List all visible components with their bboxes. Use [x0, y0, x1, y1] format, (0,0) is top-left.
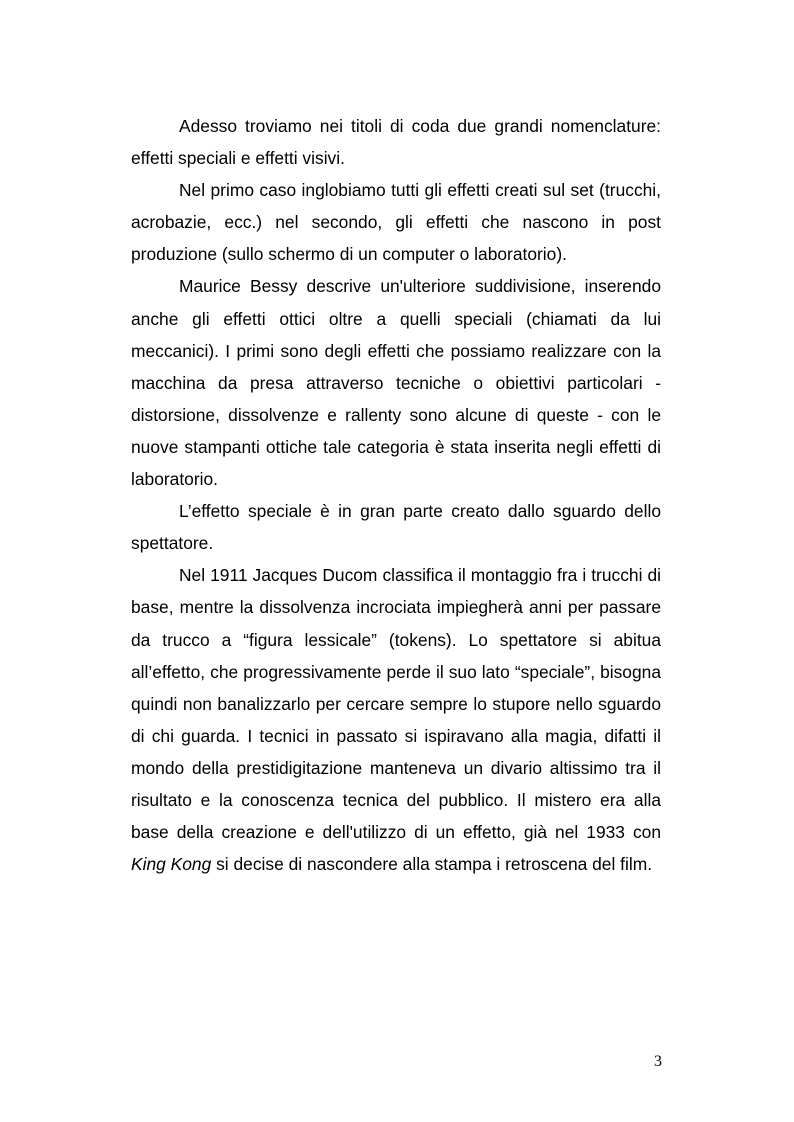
body-text — [131, 110, 661, 880]
paragraph-3: Maurice Bessy descrive un'ulteriore suddivisione, inserendo anche gli effetti ottici oltre a quelli speciali (chiamati da lui meccanici). I primi sono degli effetti che possiamo realizzare con la macchina da presa attraverso tecniche o obiettivi particolari - distorsione, dissolvenze e rallenty sono alcune di queste - con le nuove stampanti ottiche tale categoria è stata inserita negli effetti di laboratorio. — [131, 276, 661, 490]
paragraph-5 — [131, 559, 661, 880]
paragraph-4: L’effetto speciale è in gran parte creato dallo sguardo dello spettatore. — [131, 501, 661, 554]
page-number: 3 — [654, 1053, 662, 1070]
paragraph-1: Adesso troviamo nei titoli di coda due grandi nomenclature: effetti speciali e effetti visivi. — [131, 116, 661, 169]
paragraph-2: Nel primo caso inglobiamo tutti gli effetti creati sul set (trucchi, acrobazie, ecc.) nel secondo, gli effetti che nascono in post produzione (sullo schermo di un computer o laboratorio). — [131, 180, 661, 265]
film-title: King Kong — [131, 854, 212, 875]
paragraph-5-text-start: Nel 1911 Jacques Ducom classifica il montaggio fra i trucchi di base, mentre la dissolvenza incrociata impiegherà anni per passare da trucco a “figura lessicale” (tokens). Lo spettatore si abitua all’effetto, che progressivamente perde il suo lato “speciale”, bisogna quindi non banalizzarlo per cercare sempre lo stupore nello sguardo di chi guarda. I tecnici in passato si ispiravano alla magia, difatti il mondo della prestidigitazione manteneva un divario altissimo tra il risultato e la conoscenza tecnica del pubblico. Il mistero era alla base della creazione e dell'utilizzo di un effetto, già nel 1933 con — [131, 565, 661, 843]
paragraph-5-text-end: si decise di nascondere alla stampa i retroscena del film. — [211, 854, 653, 875]
